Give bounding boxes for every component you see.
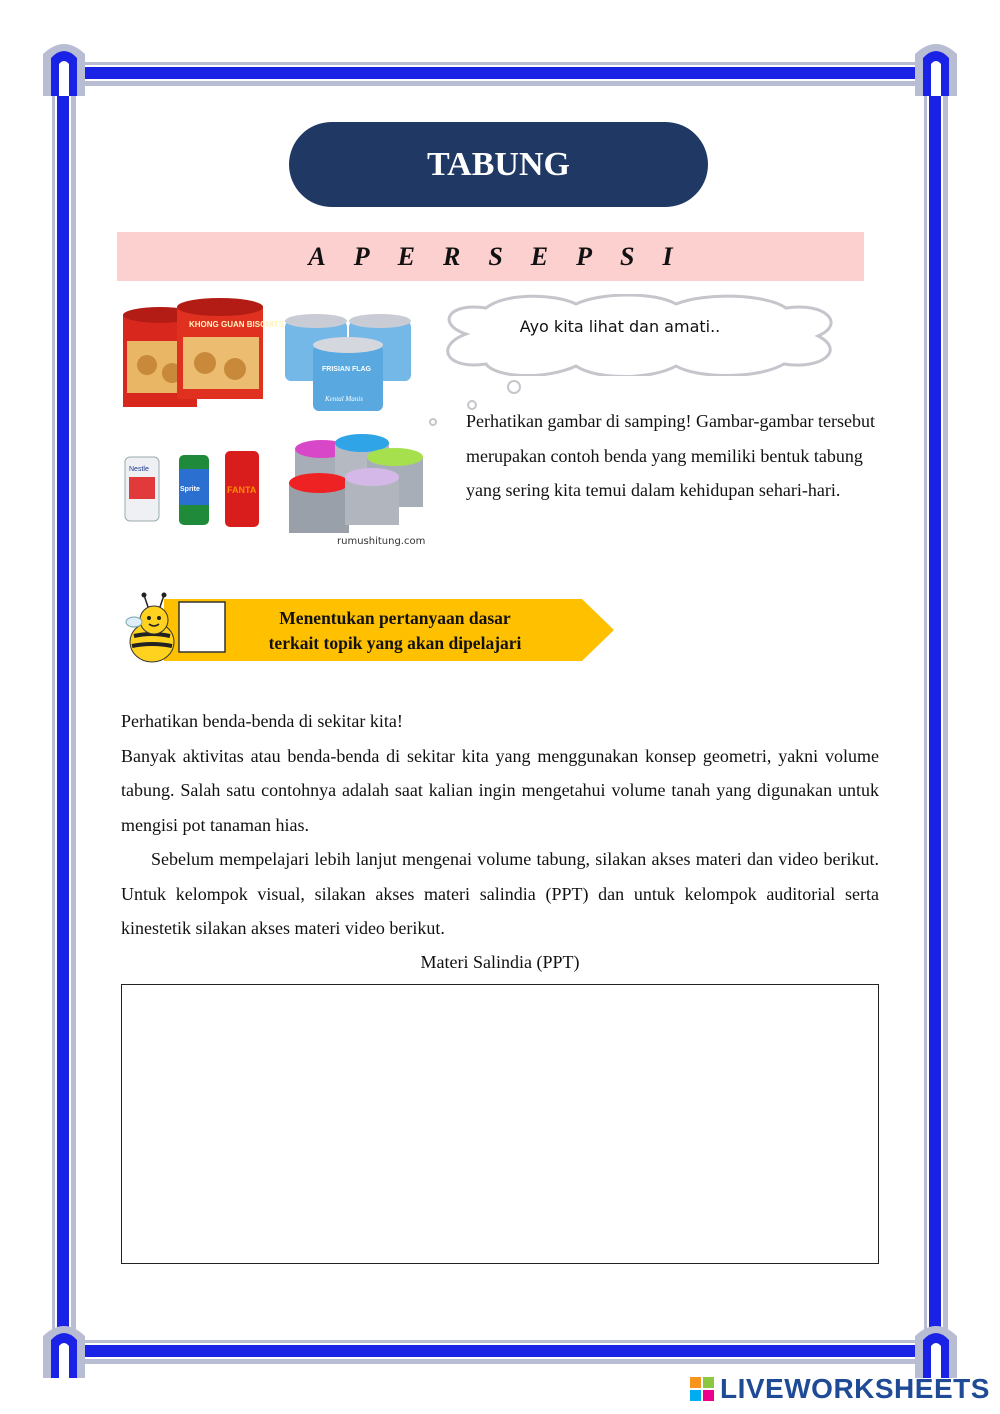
svg-text:FANTA: FANTA	[227, 485, 257, 495]
svg-text:Sprite: Sprite	[180, 486, 200, 493]
biscuit-tin-icon	[123, 298, 285, 407]
logo-text: LIVEWORKSHEETS	[720, 1373, 990, 1404]
frame-left	[52, 52, 76, 1362]
frame-bottom	[52, 1340, 948, 1364]
liveworksheets-logo	[690, 1374, 990, 1404]
frame-corner-bottom-right-icon	[913, 1322, 959, 1378]
frame-corner-top-left-icon	[41, 40, 87, 96]
section-banner	[117, 232, 864, 281]
body-paragraph-1: Perhatikan benda-benda di sekitar kita!	[121, 711, 403, 731]
body-paragraph-3: Sebelum mempelajari lebih lanjut mengenai volume tabung, silakan akses materi dan video berikut. Untuk kelompok visual, silakan akses materi salindia (PPT) dan untuk kelompok auditorial serta kinestetik silakan akses materi video berikut.	[121, 849, 879, 938]
svg-text:FRISIAN FLAG: FRISIAN FLAG	[322, 366, 371, 373]
ppt-caption: Materi Salindia (PPT)	[420, 952, 580, 972]
ppt-embed-area[interactable]	[121, 984, 879, 1264]
banner-text	[230, 606, 560, 656]
liveworksheets-logo-icon	[690, 1377, 714, 1401]
banner-line-1: Menentukan pertanyaan dasar	[279, 608, 511, 628]
sign-board-icon	[179, 602, 225, 652]
cloud-text: Ayo kita lihat dan amati..	[519, 317, 721, 336]
frame-right	[924, 52, 948, 1362]
body-text	[121, 704, 879, 946]
svg-text:KHONG GUAN BISCUITS: KHONG GUAN BISCUITS	[189, 320, 285, 329]
image-credit: rumushitung.com	[337, 536, 426, 547]
body-paragraph-2: Banyak aktivitas atau benda-benda di sekitar kita yang menggunakan konsep geometri, yakni volume tabung. Salah satu contohnya adalah saat kalian ingin mengetahui volume tanah yang digunakan untuk mengisi pot tanaman hias.	[121, 745, 879, 835]
frame-corner-top-right-icon	[913, 40, 959, 96]
banner-line-2: terkait topik yang akan dipelajari	[268, 633, 522, 653]
intro-description: Perhatikan gambar di samping! Gambar-gambar tersebut merupakan contoh benda yang memiliki bentuk tabung yang sering kita temui dalam kehidupan sehari-hari.	[466, 411, 875, 500]
svg-text:Nestle: Nestle	[129, 466, 149, 473]
frame-corner-bottom-left-icon	[41, 1322, 87, 1378]
drink-cans-icon	[125, 451, 259, 527]
frame-top	[52, 62, 948, 86]
page-title: TABUNG	[289, 122, 708, 207]
svg-text:Kental Manis: Kental Manis	[325, 395, 363, 403]
section-title: APERSEPSI	[308, 241, 701, 271]
cylinder-examples-image	[117, 293, 435, 555]
